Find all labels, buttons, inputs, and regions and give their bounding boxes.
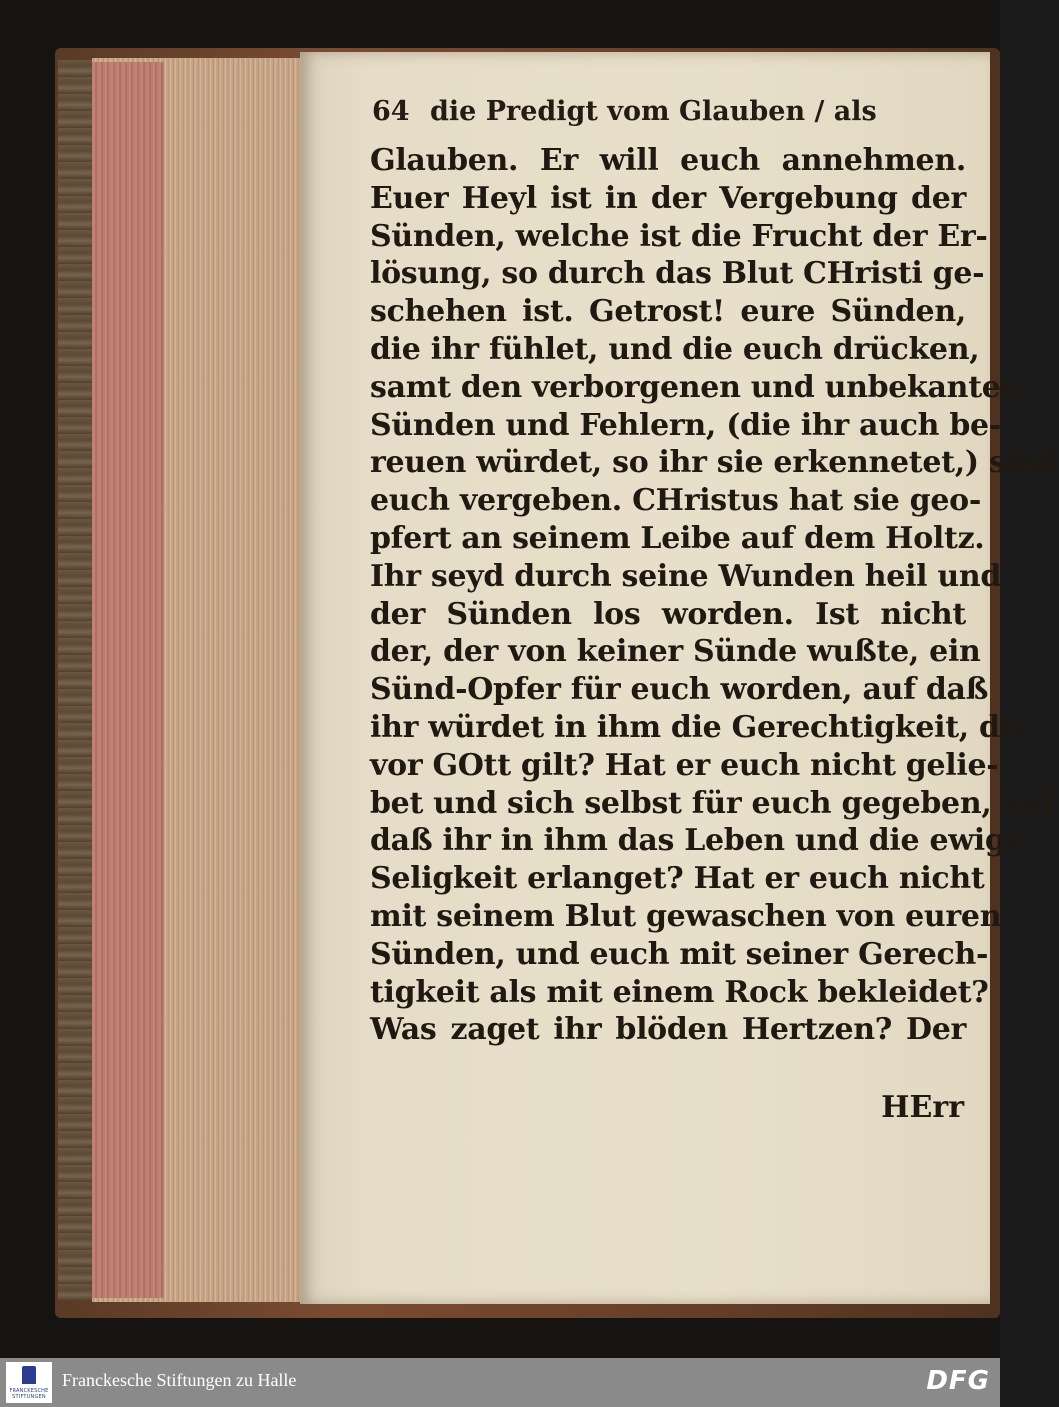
text-line: pfert an seinem Leibe auf dem Holtz. bbox=[370, 520, 985, 556]
text-line: Euer Heyl ist in der Vergebung der bbox=[370, 180, 966, 216]
text-line: die ihr fühlet, und die euch drücken, bbox=[370, 331, 980, 367]
page-number: 64 bbox=[372, 96, 410, 127]
text-line: schehen ist. Getrost! eure Sünden, bbox=[370, 294, 966, 330]
text-line: Sünd-Opfer für euch worden, auf daß bbox=[370, 672, 989, 708]
catchword: HErr bbox=[881, 1090, 964, 1125]
red-page-edges bbox=[92, 62, 164, 1298]
text-line: der Sünden los worden. Ist nicht bbox=[370, 596, 966, 632]
text-line: euch vergeben. CHristus hat sie geo- bbox=[370, 483, 981, 519]
text-line: lösung, so durch das Blut CHristi ge- bbox=[370, 256, 985, 292]
text-line: bet und sich selbst für euch gegeben, auf bbox=[370, 785, 1055, 821]
institution-logo[interactable] bbox=[6, 1362, 52, 1403]
text-line: daß ihr in ihm das Leben und die ewige bbox=[370, 823, 1025, 859]
running-head-text: die Predigt vom Glauben / als bbox=[430, 96, 877, 127]
text-line: vor GOtt gilt? Hat er euch nicht gelie- bbox=[370, 747, 999, 783]
text-line: Sünden und Fehlern, (die ihr auch be- bbox=[370, 407, 1001, 443]
text-line: Ihr seyd durch seine Wunden heil und bbox=[370, 558, 1002, 594]
institution-title[interactable]: Franckesche Stiftungen zu Halle bbox=[62, 1370, 297, 1390]
text-line: Glauben. Er will euch annehmen. bbox=[370, 143, 966, 178]
text-line: Sünden, und euch mit seiner Gerech- bbox=[370, 936, 989, 972]
text-line: Sünden, welche ist die Frucht der Er- bbox=[370, 218, 988, 254]
building-icon bbox=[22, 1366, 36, 1384]
text-line: der, der von keiner Sünde wußte, ein bbox=[370, 634, 981, 670]
text-line: tigkeit als mit einem Rock bekleidet? bbox=[370, 974, 989, 1010]
logo-text: FRANCKESCHE STIFTUNGEN bbox=[9, 1388, 49, 1400]
text-line: mit seinem Blut gewaschen von euren bbox=[370, 898, 1002, 934]
dfg-logo[interactable]: DFG bbox=[926, 1366, 990, 1396]
text-line: Was zaget ihr blöden Hertzen? Der bbox=[370, 1012, 966, 1048]
text-line: samt den verborgenen und unbekanten bbox=[370, 369, 1023, 405]
book-spine bbox=[58, 60, 96, 1300]
text-line: Seligkeit erlanget? Hat er euch nicht bbox=[370, 861, 985, 897]
body-text bbox=[370, 142, 1059, 1049]
text-line: ihr würdet in ihm die Gerechtigkeit, die bbox=[370, 709, 1030, 745]
text-line: reuen würdet, so ihr sie erkennetet,) sind bbox=[370, 445, 1059, 481]
footer-bar bbox=[0, 1358, 1000, 1407]
running-head bbox=[372, 96, 972, 127]
